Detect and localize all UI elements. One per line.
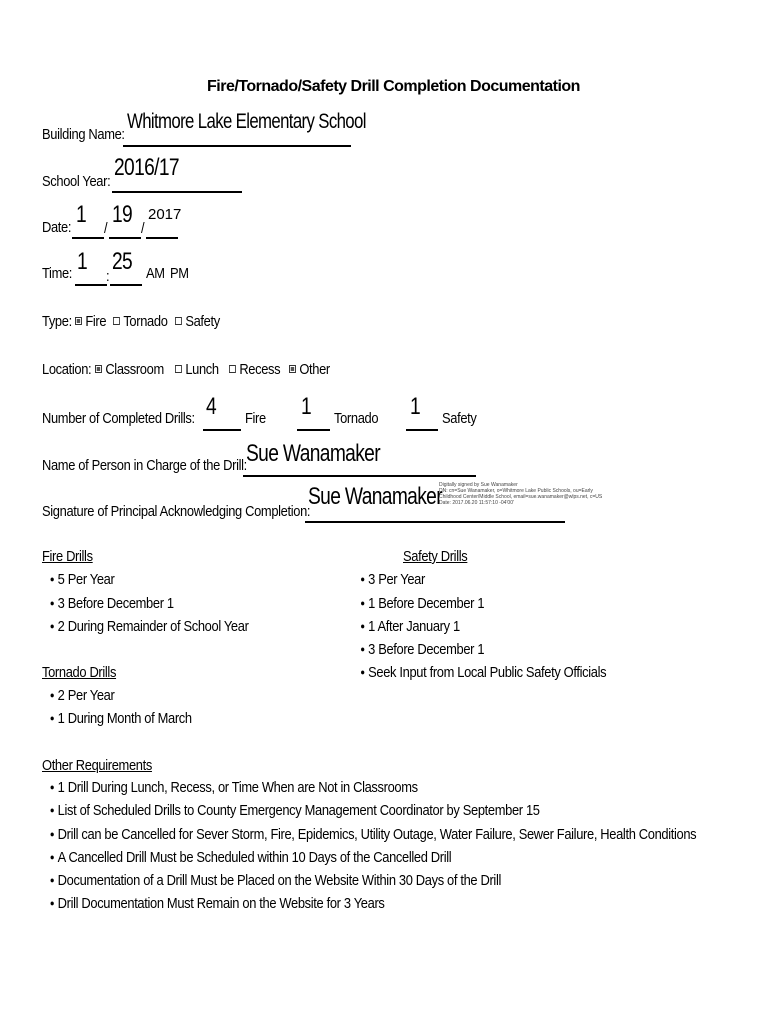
list-item: ● List of Scheduled Drills to County Emergency Management Coordinator by September 15 — [50, 802, 540, 819]
person-label: Name of Person in Charge of the Drill: — [42, 457, 247, 474]
digital-signature-line: DN: cn=Sue Wanamaker, o=Whitmore Lake Public Schools, ou=Early — [439, 488, 593, 494]
drills-tornado-count[interactable]: 1 — [301, 393, 312, 420]
list-item: ● 1 During Month of March — [50, 710, 192, 727]
drills-safety-label: Safety — [442, 410, 477, 427]
list-item: ● 1 After January 1 — [360, 618, 459, 635]
date-label: Date: — [42, 219, 72, 236]
list-item: ● A Cancelled Drill Must be Scheduled within 10 Days of the Cancelled Drill — [50, 849, 451, 866]
type-option-label: Safety — [185, 313, 220, 330]
checkbox-icon[interactable] — [175, 317, 182, 325]
building-name-line — [123, 145, 351, 147]
location-option-other[interactable] — [289, 361, 330, 378]
checkbox-icon[interactable] — [229, 365, 236, 373]
person-line — [243, 475, 476, 477]
type-option-label: Fire — [85, 313, 107, 330]
signature-label: Signature of Principal Acknowledging Completion: — [42, 503, 311, 520]
list-item: ● Seek Input from Local Public Safety Officials — [360, 664, 606, 681]
location-option-lunch[interactable] — [175, 361, 219, 378]
time-pm[interactable]: PM — [170, 265, 189, 282]
time-minute[interactable]: 25 — [112, 248, 133, 275]
building-name-value[interactable]: Whitmore Lake Elementary School — [127, 110, 366, 133]
drills-safety-count[interactable]: 1 — [410, 393, 421, 420]
location-option-label: Lunch — [185, 361, 219, 378]
school-year-line — [112, 191, 242, 193]
checkbox-icon[interactable] — [113, 317, 120, 325]
building-name-label: Building Name: — [42, 126, 125, 143]
checkbox-icon[interactable] — [175, 365, 182, 373]
list-item: ● 2 Per Year — [50, 687, 115, 704]
location-option-label: Classroom — [105, 361, 164, 378]
type-option-safety[interactable] — [175, 313, 220, 330]
location-label: Location: — [42, 361, 92, 378]
date-day[interactable]: 19 — [112, 201, 133, 228]
date-sep-1: / — [104, 220, 108, 237]
drills-fire-line — [203, 429, 241, 431]
drills-tornado-line — [297, 429, 330, 431]
list-item: ● 3 Before December 1 — [50, 595, 174, 612]
signature-line — [305, 521, 565, 523]
time-hour[interactable]: 1 — [77, 248, 88, 275]
drills-fire-count[interactable]: 4 — [206, 393, 217, 420]
list-item: ● 1 Before December 1 — [360, 595, 484, 612]
list-item: ● Documentation of a Drill Must be Placed on the Website Within 30 Days of the Drill — [50, 872, 501, 889]
person-value[interactable]: Sue Wanamaker — [246, 440, 380, 467]
date-year-line — [146, 237, 178, 239]
school-year-value[interactable]: 2016/17 — [114, 154, 179, 181]
location-option-classroom[interactable] — [95, 361, 164, 378]
drills-fire-label: Fire — [245, 410, 266, 427]
list-item: ● Drill Documentation Must Remain on the Website for 3 Years — [50, 895, 385, 912]
time-hour-line — [75, 284, 107, 286]
location-option-label: Recess — [239, 361, 281, 378]
type-label: Type: — [42, 313, 72, 330]
digital-signature-line: Childhood Center/Middle School, email=sue.wanamaker@wlps.net, c=US — [439, 494, 603, 500]
date-sep-2: / — [141, 220, 145, 237]
digital-signature-note — [439, 482, 602, 506]
signature-value[interactable]: Sue Wanamaker — [308, 483, 442, 510]
date-month[interactable]: 1 — [76, 201, 87, 228]
list-item: ● Drill can be Cancelled for Sever Storm, Fire, Epidemics, Utility Outage, Water Failure, Sewer Failure, Health Conditions — [50, 826, 696, 843]
fire-drills-heading: Fire Drills — [42, 548, 93, 565]
type-option-fire[interactable] — [75, 313, 106, 330]
checkbox-icon[interactable] — [289, 365, 296, 373]
drills-label: Number of Completed Drills: — [42, 410, 195, 427]
digital-signature-line: Date: 2017.06.20 11:57:10 -04'00' — [439, 500, 514, 506]
list-item: ● 2 During Remainder of School Year — [50, 618, 249, 635]
time-am[interactable]: AM — [146, 265, 165, 282]
date-day-line — [109, 237, 141, 239]
list-item: ● 5 Per Year — [50, 571, 115, 588]
date-year[interactable]: 2017 — [148, 206, 182, 223]
tornado-drills-heading: Tornado Drills — [42, 664, 117, 681]
checkbox-icon[interactable] — [75, 317, 82, 325]
time-sep: : — [106, 268, 110, 285]
list-item: ● 1 Drill During Lunch, Recess, or Time When are Not in Classrooms — [50, 779, 418, 796]
drills-tornado-label: Tornado — [334, 410, 379, 427]
location-option-label: Other — [299, 361, 330, 378]
type-option-label: Tornado — [123, 313, 168, 330]
time-label: Time: — [42, 265, 73, 282]
digital-signature-line: Digitally signed by Sue Wanamaker — [439, 482, 518, 488]
safety-drills-heading: Safety Drills — [403, 548, 468, 565]
other-requirements-heading: Other Requirements — [42, 757, 152, 774]
checkbox-icon[interactable] — [95, 365, 102, 373]
type-option-tornado[interactable] — [113, 313, 168, 330]
location-option-recess[interactable] — [229, 361, 280, 378]
time-minute-line — [110, 284, 142, 286]
date-month-line — [72, 237, 104, 239]
page-title: Fire/Tornado/Safety Drill Completion Documentation — [207, 78, 580, 95]
drills-safety-line — [406, 429, 438, 431]
list-item: ● 3 Before December 1 — [360, 641, 484, 658]
school-year-label: School Year: — [42, 173, 111, 190]
list-item: ● 3 Per Year — [360, 571, 425, 588]
